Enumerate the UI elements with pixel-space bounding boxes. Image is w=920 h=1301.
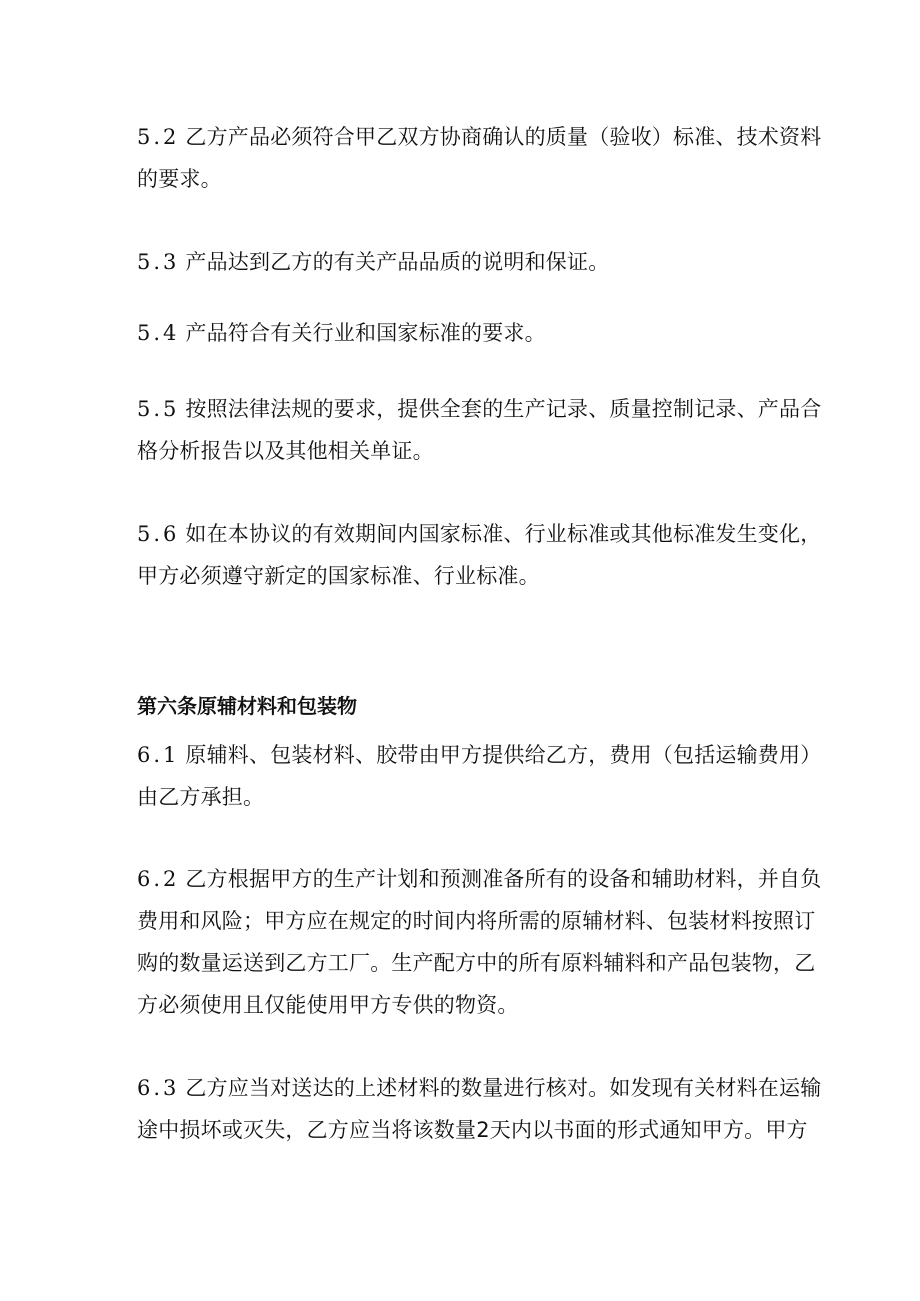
clause-number: 6.1 — [137, 743, 180, 767]
clause-number: 5.3 — [137, 250, 180, 274]
clause-5-2 — [137, 116, 822, 200]
clause-5-4 — [137, 312, 787, 354]
clause-6-2 — [137, 858, 822, 1026]
clause-5-2-line-1: 5.2 乙方产品必须符合甲乙双方协商确认的质量（验收）标准、技术资料 — [137, 125, 822, 149]
clause-6-1-line-1: 6.1 原辅料、包装材料、胶带由甲方提供给乙方，费用（包括运输费用） — [137, 743, 822, 767]
clause-6-1 — [137, 734, 822, 818]
clause-number: 5.5 — [137, 397, 180, 421]
clause-6-1-line-2: 由乙方承担。 — [137, 785, 265, 809]
clause-number: 6.2 — [137, 867, 180, 891]
clause-5-5-line-2: 格分析报告以及其他相关单证。 — [137, 439, 434, 463]
clause-6-3 — [137, 1067, 822, 1151]
clause-5-2-line-2: 的要求。 — [137, 167, 222, 191]
section-6-heading: 第六条原辅材料和包装物 — [137, 694, 357, 718]
clause-5-4-line-1: 5.4 产品符合有关行业和国家标准的要求。 — [137, 321, 546, 345]
clause-5-6 — [137, 513, 822, 597]
clause-6-3-line-1: 6.3 乙方应当对送达的上述材料的数量进行核对。如发现有关材料在运输 — [137, 1076, 822, 1100]
clause-6-3-line-2: 途中损坏或灭失，乙方应当将该数量2天内以书面的形式通知甲方。甲方 — [137, 1118, 808, 1142]
clause-6-2-line-4: 方必须使用且仅能使用甲方专供的物资。 — [137, 993, 519, 1017]
clause-number: 5.6 — [137, 522, 180, 546]
clause-5-6-line-1: 5.6 如在本协议的有效期间内国家标准、行业标准或其他标准发生变化， — [137, 522, 822, 546]
clause-number: 5.4 — [137, 321, 180, 345]
clause-5-5 — [137, 388, 822, 472]
clause-6-2-line-3: 购的数量运送到乙方工厂。生产配方中的所有原料辅料和产品包装物，乙 — [137, 951, 816, 975]
clause-5-5-line-1: 5.5 按照法律法规的要求，提供全套的生产记录、质量控制记录、产品合 — [137, 397, 822, 421]
clause-6-2-line-1: 6.2 乙方根据甲方的生产计划和预测准备所有的设备和辅助材料，并自负 — [137, 867, 822, 891]
clause-number: 6.3 — [137, 1076, 180, 1100]
clause-5-3-line-1: 5.3 产品达到乙方的有关产品品质的说明和保证。 — [137, 250, 610, 274]
clause-5-3 — [137, 241, 787, 283]
clause-number: 5.2 — [137, 125, 180, 149]
clause-5-6-line-2: 甲方必须遵守新定的国家标准、行业标准。 — [137, 564, 540, 588]
clause-6-2-line-2: 费用和风险；甲方应在规定的时间内将所需的原辅材料、包装材料按照订 — [137, 909, 816, 933]
